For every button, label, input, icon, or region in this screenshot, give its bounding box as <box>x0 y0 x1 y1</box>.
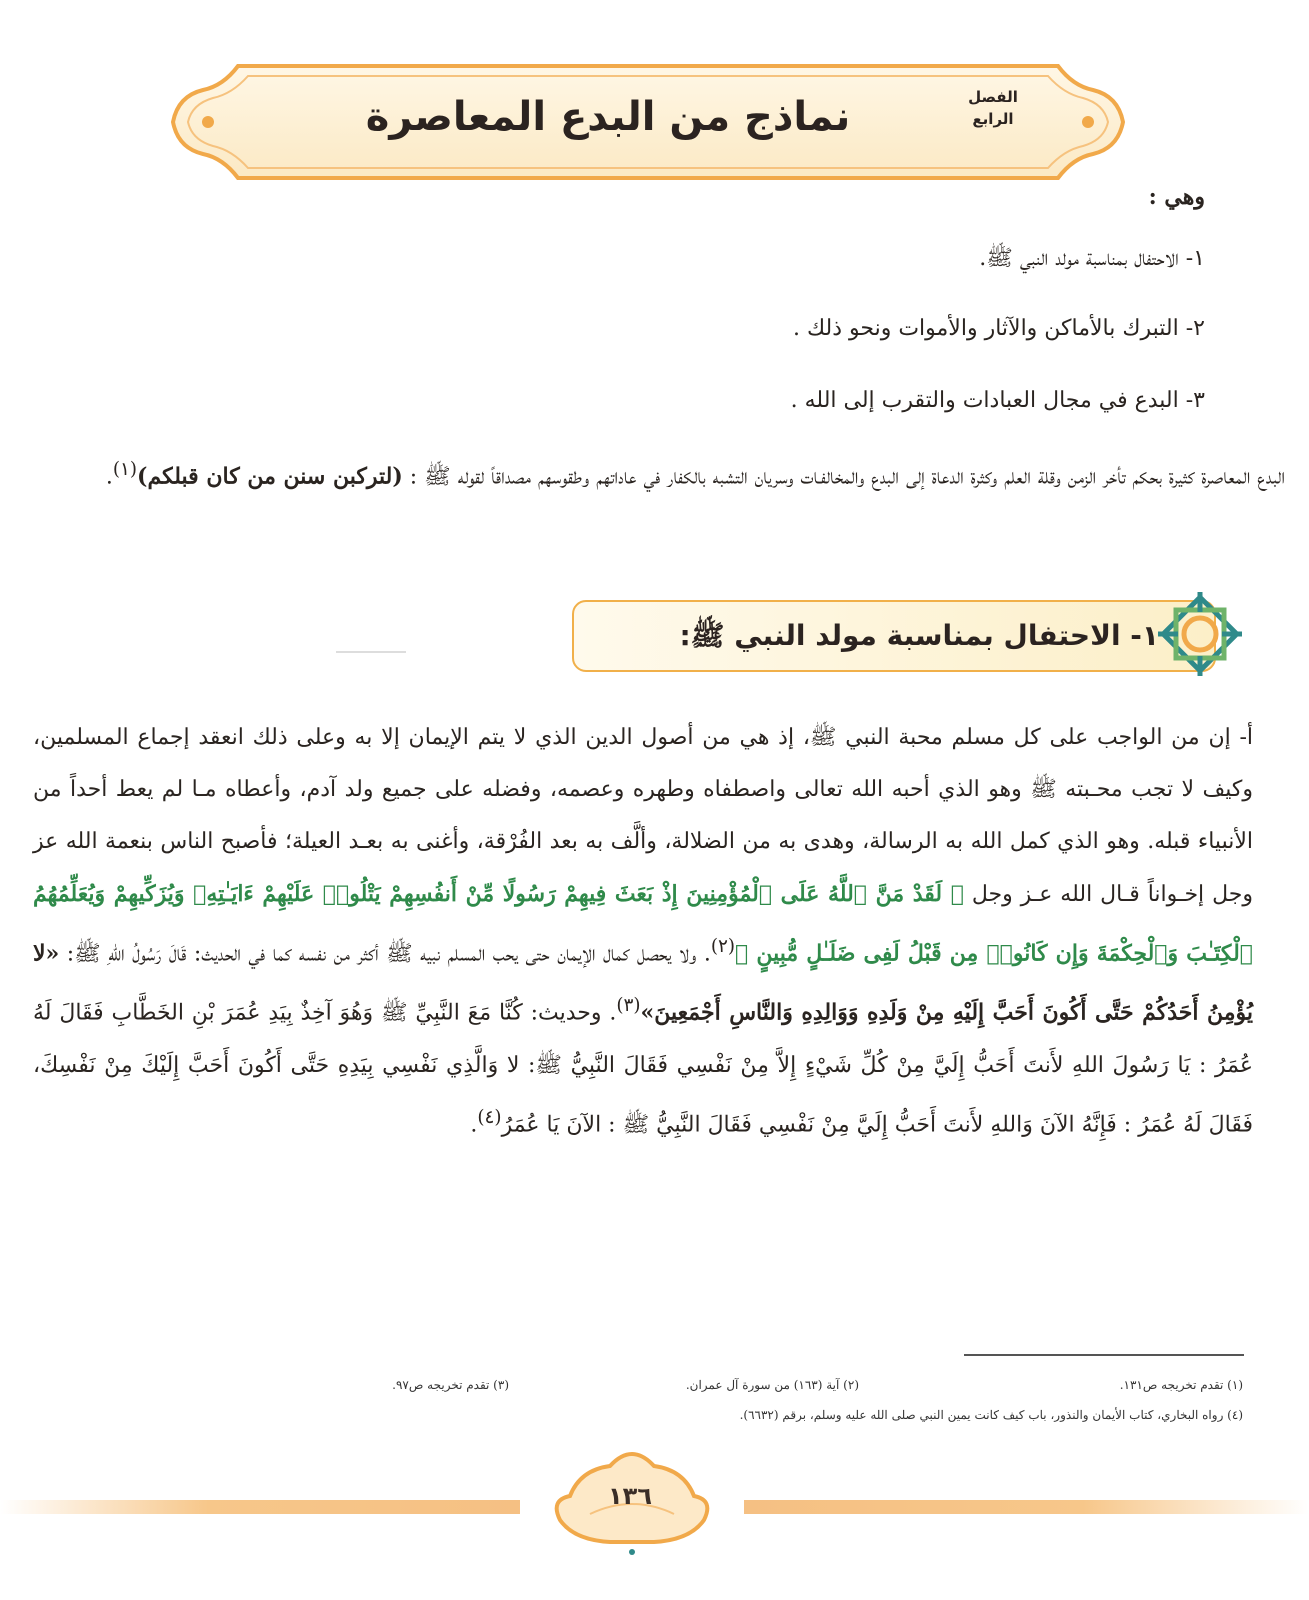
footnote: (٢) آية (١٦٣) من سورة آل عمران. <box>685 1378 859 1392</box>
footnote-ref: (١) <box>112 459 138 480</box>
footnote-ref: (٢) <box>710 936 735 957</box>
body-text: . ولا يحصل كمال الإيمان حتى يحب المسلم نبيه ﷺ أكثر من نفسه كما في الحديث: قَالَ رَسُولُ اللهِ ﷺ: <box>59 941 711 967</box>
hadith-quote: «لا يُؤْمِنُ أَحَدُكُمْ حَتَّى أَكُونَ أَحَبَّ إِلَيْهِ مِنْ وَلَدِهِ وَوَالِدِهِ وَالنَّاسِ أَجْمَعِينَ» <box>33 940 1254 1026</box>
page-title: نماذج من البدع المعاصرة <box>365 94 851 140</box>
chapter-label-line1: الفصل <box>968 88 1018 106</box>
footnote-ref: (٤) <box>477 1106 502 1128</box>
list-item: ٢- التبرك بالأماكن والآثار والأموات ونحو ذلك . <box>793 316 1205 341</box>
intro-end: . <box>105 464 113 490</box>
footnote-ref: (٣) <box>616 995 641 1017</box>
hadith-quote: (لتركبن سنن من كان قبلكم) <box>137 463 403 490</box>
body-text: أ- إن من الواجب على كل مسلم محبة النبي ﷺ، إذ هي من أصول الدين الذي لا يتم الإيمان إلا به وعلى ذلك انعقد إجماع المسلمين، وكيف لا تجب محـبته ﷺ وهو الذي أحبه الله تعالى واصطفاه وطهره وعصمه، وفضله على جميع ولد آدم، وأعطاه مـا لم يعط أحداً من الأنبياء قبله. وهو الذي كمل الله به الرسالة، وهدى به من الضلالة، وألَّف به بعد الفُرْقة، وأغنى به بعـد العيلة؛ فأصبح الناس بنعمة الله عز وجل إخـواناً قـال الله عـز وجل <box>33 725 1253 907</box>
body-text: . <box>470 1111 478 1137</box>
list-item: ٣- البدع في مجال العبادات والتقرب إلى الله . <box>790 388 1205 413</box>
intro-paragraph <box>45 448 1285 499</box>
footnote-divider <box>964 1354 1244 1356</box>
section-title: ١- الاحتفال بمناسبة مولد النبي ﷺ: <box>679 619 1159 652</box>
body-text: . وحديث: كُنَّا مَعَ النَّبِيِّ ﷺ وَهُوَ آخِذٌ بِيَدِ عُمَرَ بْنِ الخَطَّابِ فَقَالَ لَهُ عُمَرُ : يَا رَسُولَ اللهِ لأَنتَ أَحَبُّ إِلَيَّ مِنْ كُلِّ شَيْءٍ إِلاَّ مِنْ نَفْسِي فَقَالَ النَّبِيُّ ﷺ: لا وَالَّذِي نَفْسِي بِيَدِهِ حَتَّى أَكُونَ أَحَبَّ إِلَيْكَ مِنْ نَفْسِكَ، فَقَالَ لَهُ عُمَرُ : فَإِنَّهُ الآنَ وَاللهِ لأَنتَ أَحَبُّ إِلَيَّ مِنْ نَفْسِي فَقَالَ النَّبِيُّ ﷺ : الآنَ يَا عُمَرُ <box>33 1000 1253 1137</box>
quran-verse: ﴿ لَقَدْ مَنَّ ٱللَّهُ عَلَى ٱلْمُؤْمِنِينَ إِذْ بَعَثَ فِيهِمْ رَسُولًا مِّنْ أَنفُسِهِمْ يَتْلُوا۟ عَلَيْهِمْ ءَايَـٰتِهِۦ وَيُزَكِّيهِمْ وَيُعَلِّمُهُمُ ٱلْكِتَـٰبَ وَٱلْحِكْمَةَ وَإِن كَانُوا۟ مِن قَبْلُ لَفِى ضَلَـٰلٍ مُّبِينٍ ﴾ <box>33 881 1253 967</box>
page-number: ١٣٦ <box>608 1482 652 1510</box>
intro-text: البدع المعاصرة كثيرة بحكم تأخر الزمن وقلة العلم وكثرة الدعاة إلى البدع والمخالفـات وسريان التشبه بالكفار في عاداتهم وطقوسهم مصداقاً لقوله ﷺ : <box>402 464 1285 490</box>
footer-band-right <box>744 1500 1309 1514</box>
chapter-label <box>948 86 1038 130</box>
footnote: (٤) رواه البخاري، كتاب الأيمان والنذور، باب كيف كانت يمين النبي صلى الله عليه وسلم، برقم (٦٦٣٢). <box>739 1408 1243 1422</box>
list-item: ١- الاحتفال بمناسبة مولد النبي ﷺ. <box>979 246 1205 271</box>
chapter-label-line2: الرابع <box>972 110 1014 128</box>
footnote: (٣) تقدم تخريجه ص٩٧. <box>392 1378 509 1392</box>
main-paragraph <box>33 712 1253 1151</box>
footer-band-left <box>0 1500 520 1514</box>
chapter-header-banner <box>168 56 1128 188</box>
footnote: (١) تقدم تخريجه ص١٣١. <box>1119 1378 1243 1392</box>
decorative-mark <box>336 650 406 654</box>
lead-text: وهي : <box>1148 184 1205 210</box>
islamic-knot-icon <box>1150 584 1250 684</box>
